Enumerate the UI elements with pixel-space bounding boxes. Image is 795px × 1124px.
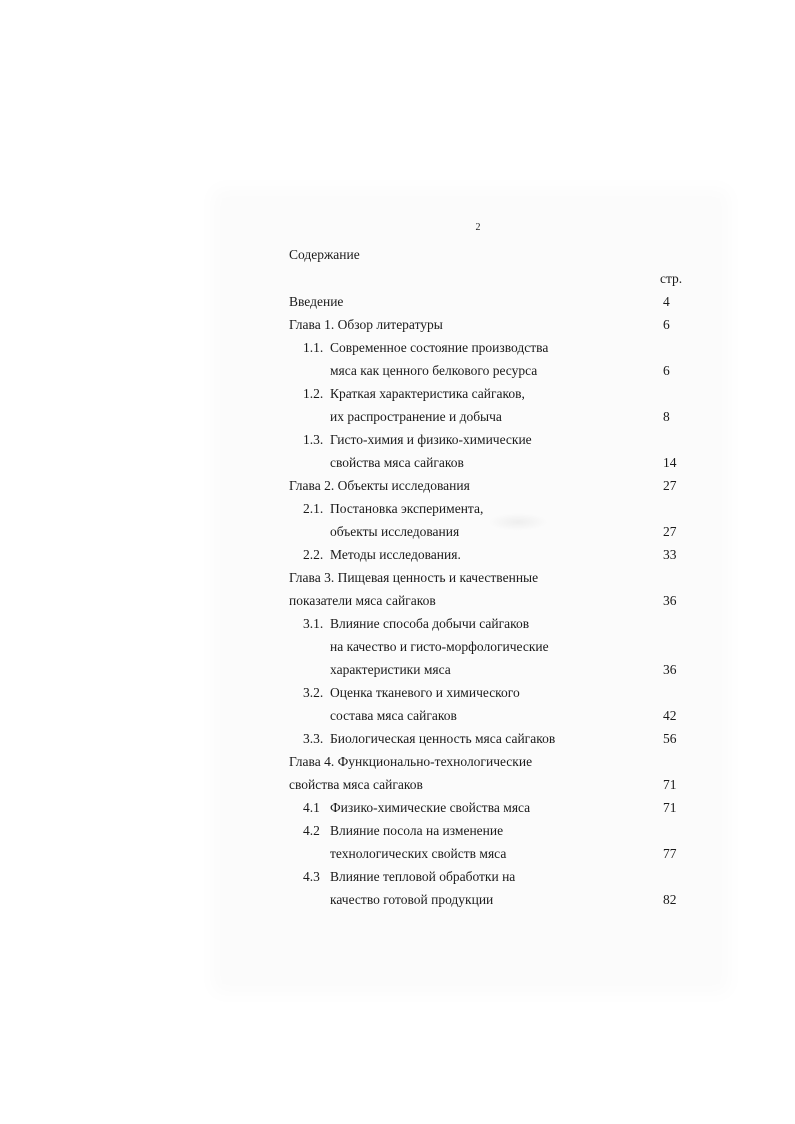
toc-entry-number: 3.3. — [303, 731, 324, 746]
toc-entry-text: Краткая характеристика сайгаков, — [330, 386, 525, 401]
toc-entry-text: на качество и гисто-морфологические — [330, 639, 549, 654]
toc-entry-page: 4 — [663, 294, 670, 309]
toc-entry-page: 42 — [663, 708, 677, 723]
toc-entry — [0, 520, 795, 543]
toc-entry-text: состава мяса сайгаков — [330, 708, 457, 723]
toc-entry-number: 4.1 — [303, 800, 320, 815]
toc-entry-text: Влияние тепловой обработки на — [330, 869, 516, 884]
toc-entry-text: Оценка тканевого и химического — [330, 685, 520, 700]
toc-entry-number: 3.2. — [303, 685, 324, 700]
toc-entry-text: объекты исследования — [330, 524, 460, 539]
toc-entry-page: 27 — [663, 478, 677, 493]
toc-entry — [0, 405, 795, 428]
toc-entry — [0, 727, 795, 750]
toc-entry-page: 8 — [663, 409, 670, 424]
toc-entry-page: 71 — [663, 800, 677, 815]
toc-entry — [0, 635, 795, 658]
toc-entry-page: 82 — [663, 892, 677, 907]
toc-entry-text: Современное состояние производства — [330, 340, 549, 355]
pages-column-header: стр. — [660, 271, 683, 286]
toc-entry — [0, 842, 795, 865]
toc-entry — [0, 819, 795, 842]
toc-entry-number: 1.2. — [303, 386, 324, 401]
toc-entry-page: 27 — [663, 524, 677, 539]
toc-entry — [0, 451, 795, 474]
toc-entry — [0, 566, 795, 589]
toc-entry-text: Физико-химические свойства мяса — [330, 800, 531, 815]
toc-entry-text: Влияние посола на изменение — [330, 823, 504, 838]
toc-entry — [0, 313, 795, 336]
toc-entry — [0, 428, 795, 451]
toc-entry — [0, 543, 795, 566]
toc-entry — [0, 681, 795, 704]
toc-entry — [0, 612, 795, 635]
toc-entry-page: 77 — [663, 846, 677, 861]
toc-entry — [0, 336, 795, 359]
toc-entry-text: Влияние способа добычи сайгаков — [330, 616, 530, 631]
toc-entry-page: 14 — [663, 455, 677, 470]
toc-entry-text: Глава 3. Пищевая ценность и качественные — [289, 570, 539, 585]
toc-entry-number: 4.2 — [303, 823, 320, 838]
toc-entry — [0, 497, 795, 520]
toc-entry-page: 36 — [663, 662, 677, 677]
toc-entry-text: свойства мяса сайгаков — [330, 455, 464, 470]
toc-entry-text: Глава 4. Функционально-технологические — [289, 754, 533, 769]
toc-entry-page: 33 — [663, 547, 677, 562]
toc-entry — [0, 658, 795, 681]
toc-entry-page: 56 — [663, 731, 677, 746]
toc-entry — [0, 865, 795, 888]
toc-entry — [0, 750, 795, 773]
toc-entry — [0, 773, 795, 796]
toc-entry-number: 2.2. — [303, 547, 324, 562]
toc-entry-page: 6 — [663, 317, 670, 332]
toc-entry-text: качество готовой продукции — [330, 892, 494, 907]
toc-entry-text: Гисто-химия и физико-химические — [330, 432, 532, 447]
table-of-contents — [0, 290, 795, 911]
toc-entry-number: 2.1. — [303, 501, 324, 516]
page-number: 2 — [475, 222, 481, 233]
toc-entry-text: свойства мяса сайгаков — [289, 777, 423, 792]
toc-entry-text: Методы исследования. — [330, 547, 461, 562]
toc-entry-text: Глава 1. Обзор литературы — [289, 317, 443, 332]
toc-entry-text: показатели мяса сайгаков — [289, 593, 436, 608]
toc-entry-number: 4.3 — [303, 869, 320, 884]
toc-entry — [0, 589, 795, 612]
toc-entry — [0, 704, 795, 727]
toc-entry-text: технологических свойств мяса — [330, 846, 507, 861]
toc-entry-text: Постановка эксперимента, — [330, 501, 484, 516]
toc-entry — [0, 382, 795, 405]
toc-entry-page: 71 — [663, 777, 677, 792]
toc-entry — [0, 796, 795, 819]
toc-entry-number: 1.3. — [303, 432, 324, 447]
toc-entry-number: 3.1. — [303, 616, 324, 631]
toc-entry — [0, 359, 795, 382]
toc-entry-text: Глава 2. Объекты исследования — [289, 478, 470, 493]
toc-entry-text: мяса как ценного белкового ресурса — [330, 363, 538, 378]
page-title: Содержание — [289, 247, 360, 262]
toc-entry-text: Биологическая ценность мяса сайгаков — [330, 731, 556, 746]
toc-entry-text: Введение — [289, 294, 344, 309]
toc-entry-text: характеристики мяса — [330, 662, 451, 677]
toc-entry-number: 1.1. — [303, 340, 324, 355]
toc-entry — [0, 888, 795, 911]
toc-entry-page: 6 — [663, 363, 670, 378]
toc-entry-text: их распространение и добыча — [330, 409, 502, 424]
toc-entry-page: 36 — [663, 593, 677, 608]
toc-entry — [0, 474, 795, 497]
toc-entry — [0, 290, 795, 313]
